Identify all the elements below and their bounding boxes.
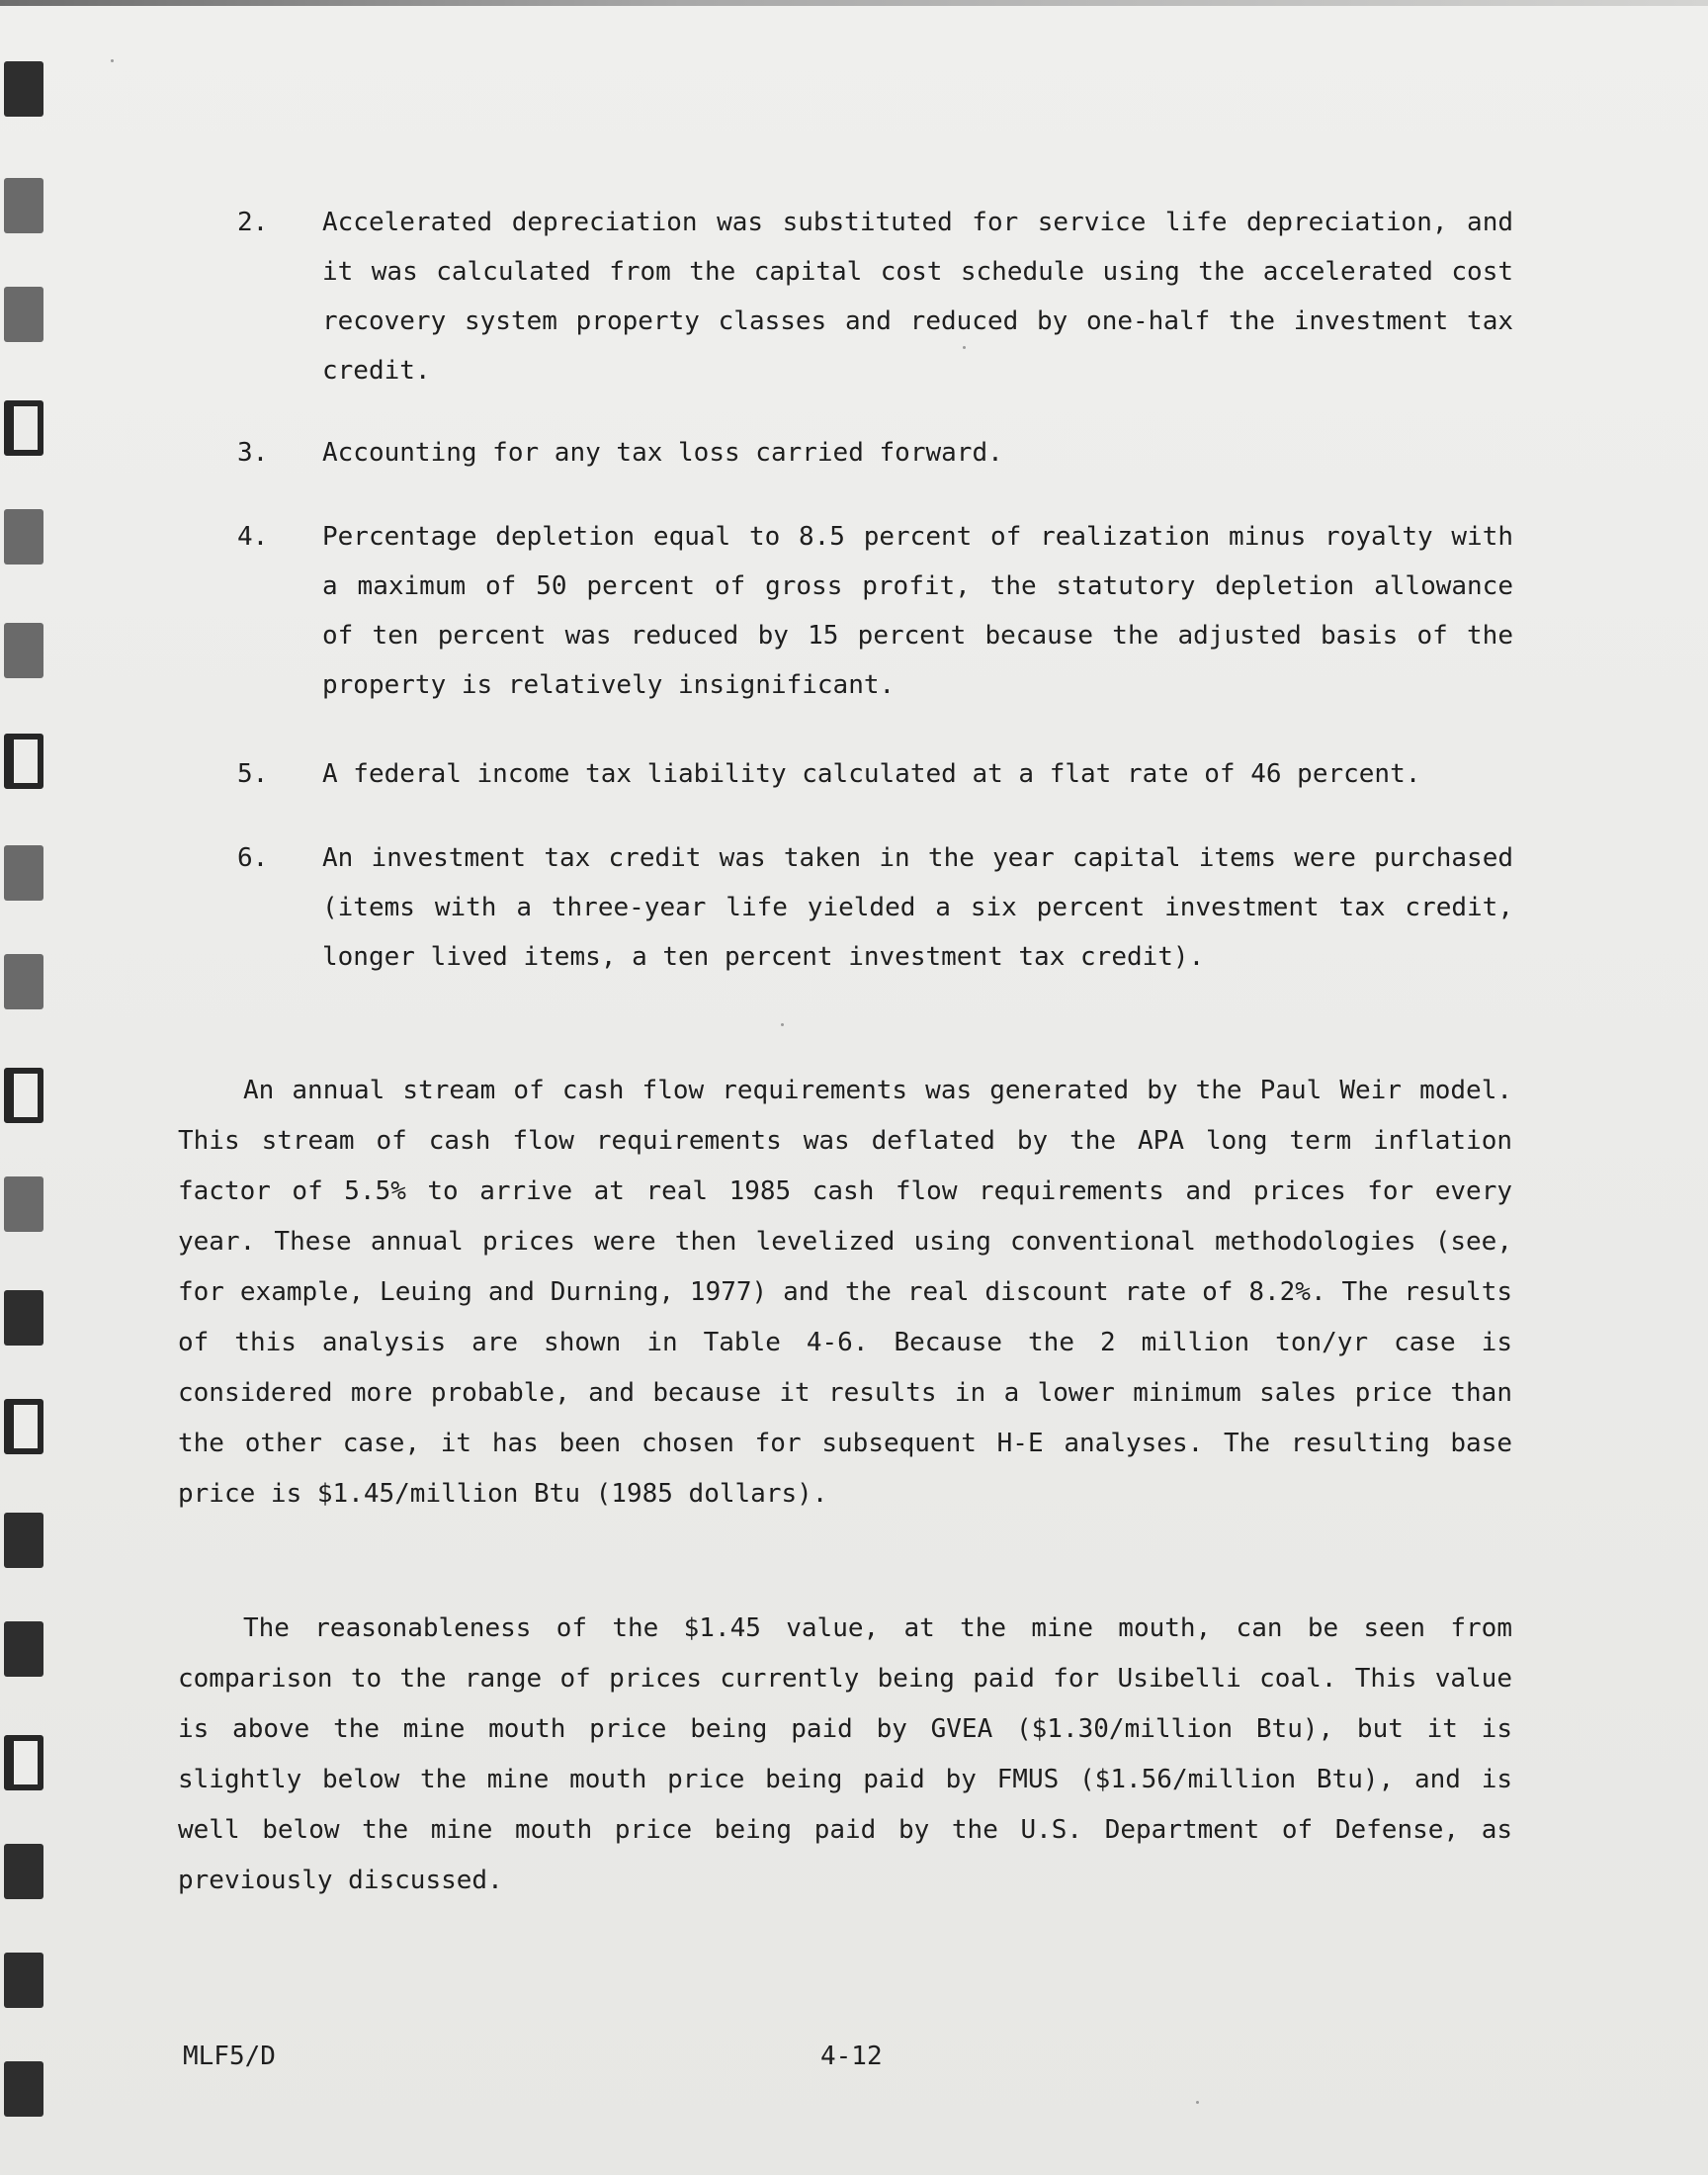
binding-hole <box>4 1844 43 1899</box>
page-top-edge <box>0 0 1708 6</box>
body-paragraph: An annual stream of cash flow requirements was generated by the Paul Weir model. This stream of cash flow requirements was deflated by the APA long term inflation factor of 5.5% to arrive at real 1985 cash flow requirements and prices for every year. These annual prices were then levelized using conventional methodologies (see, for example, Leuing and Durning, 1977) and the real discount rate of 8.2%. The results of this analysis are shown in Table 4-6. Because the 2 million ton/yr case is considered more probable, and because it results in a lower minimum sales price than the other case, it has been chosen for subsequent H-E analyses. The resulting base price is $1.45/million Btu (1985 dollars). <box>178 1076 1512 1509</box>
footer-document-code: MLF5/D <box>183 2042 276 2071</box>
binding-hole <box>4 1953 43 2008</box>
binding-hole <box>4 509 43 565</box>
list-item <box>237 428 1512 478</box>
binding-hole <box>4 845 43 901</box>
page-number: 4-12 <box>820 2042 883 2071</box>
list-item <box>237 512 1512 710</box>
scan-speck <box>111 59 114 62</box>
scan-speck <box>1196 2101 1199 2104</box>
binding-hole <box>4 1068 43 1123</box>
binding-hole <box>4 1513 43 1568</box>
binding-hole <box>4 623 43 678</box>
binding-hole <box>4 1176 43 1232</box>
list-item <box>237 749 1512 799</box>
list-item-text: A federal income tax liability calculated at a flat rate of 46 percent. <box>322 759 1421 789</box>
scan-speck <box>781 1023 784 1026</box>
list-item-text: An investment tax credit was taken in the year capital items were purchased (items with a three-year life yielded a six percent investment tax credit, longer lived items, a ten percent investment tax credit). <box>322 843 1513 972</box>
scan-speck <box>963 346 966 349</box>
list-item <box>237 198 1512 395</box>
body-paragraph: The reasonableness of the $1.45 value, at the mine mouth, can be seen from comparison to the range of prices currently being paid for Usibelli coal. This value is above the mine mouth price being paid by GVEA ($1.30/million Btu), but it is slightly below the mine mouth price being paid by FMUS ($1.56/million Btu), and is well below the mine mouth price being paid by the U.S. Department of Defense, as previously discussed. <box>178 1613 1512 1895</box>
list-item-text: Accelerated depreciation was substituted for service life depreciation, and it was calculated from the capital cost schedule using the accelerated cost recovery system property classes and reduced by one-half the investment tax credit. <box>322 208 1513 386</box>
binding-hole <box>4 400 43 456</box>
binding-hole <box>4 1290 43 1346</box>
binding-holes <box>0 0 69 2175</box>
binding-hole <box>4 287 43 342</box>
binding-hole <box>4 2061 43 2117</box>
list-item-number: 4. <box>237 522 269 552</box>
list-item-text: Percentage depletion equal to 8.5 percent of realization minus royalty with a maximum of 50 percent of gross profit, the statutory depletion allowance of ten percent was reduced by 15 percent because the adjusted basis of the property is relatively insignificant. <box>322 522 1513 700</box>
list-item-number: 3. <box>237 438 269 468</box>
binding-hole <box>4 1399 43 1454</box>
binding-hole <box>4 734 43 789</box>
list-item-number: 2. <box>237 208 269 237</box>
binding-hole <box>4 61 43 117</box>
list-item-number: 6. <box>237 843 269 873</box>
binding-hole <box>4 954 43 1009</box>
binding-hole <box>4 178 43 233</box>
list-item <box>237 833 1512 1031</box>
binding-hole <box>4 1735 43 1790</box>
binding-hole <box>4 1621 43 1677</box>
list-item-number: 5. <box>237 759 269 789</box>
list-item-text: Accounting for any tax loss carried forward. <box>322 438 1003 468</box>
